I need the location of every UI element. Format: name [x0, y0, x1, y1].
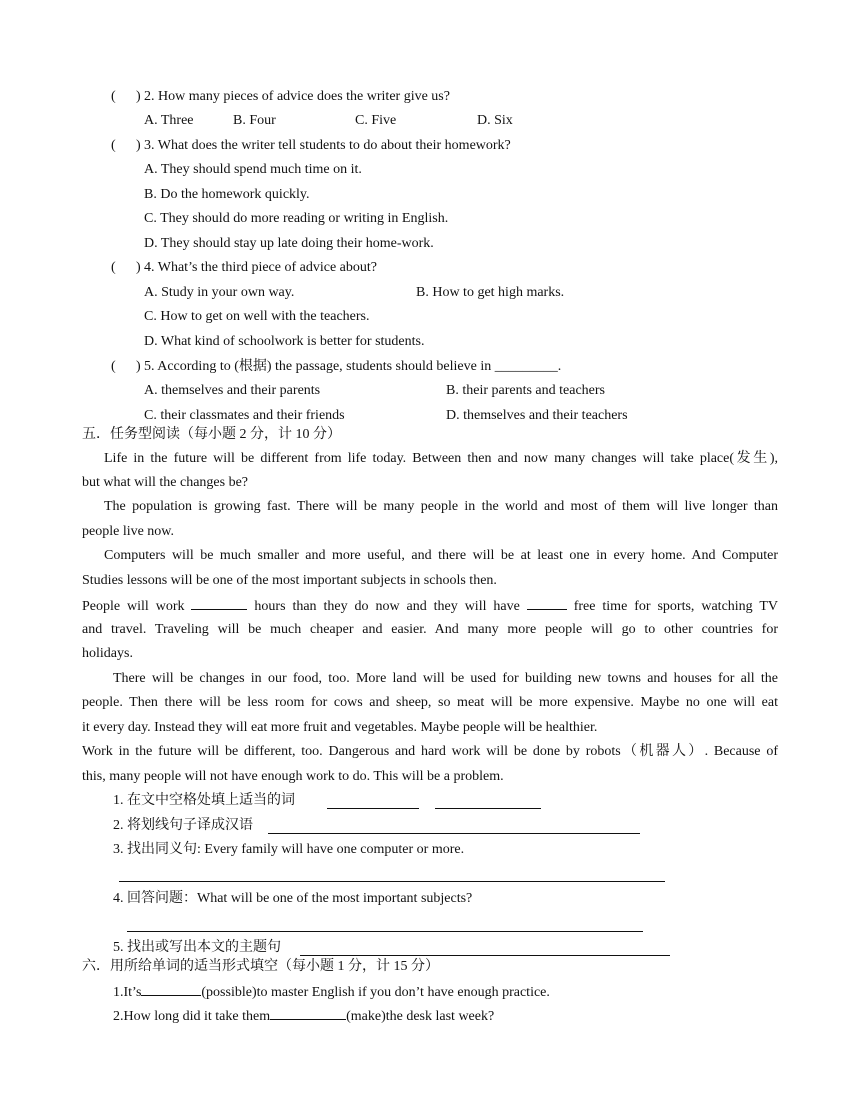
section-6-item-1: [113, 982, 550, 1002]
passage-text: hours than they do now and they will have: [254, 599, 520, 614]
section-6-item-2: [113, 1006, 494, 1026]
q5-option-c: C. their classmates and their friends: [144, 408, 345, 423]
task-5: 5. 找出或写出本文的主题句: [113, 940, 281, 955]
task-4-answer-line[interactable]: [127, 931, 643, 932]
q2-option-a: A. Three: [144, 113, 194, 128]
answer-paren-close: ): [136, 138, 141, 153]
passage-line: Studies lessons will be one of the most important subjects in schools then.: [82, 573, 497, 588]
q2-option-b: B. Four: [233, 113, 276, 128]
passage-line: this, many people will not have enough work to do. This will be a problem.: [82, 769, 504, 784]
passage-line: Work in the future will be different, too. Dangerous and hard work will be done by robots（机器人）. Because of: [82, 744, 778, 759]
q5-option-b: B. their parents and teachers: [446, 383, 605, 398]
item-text: 1.It’s: [113, 985, 142, 1000]
passage-line: holidays.: [82, 646, 133, 661]
task-5-answer-line[interactable]: [300, 955, 670, 956]
item-2-blank[interactable]: [270, 1006, 346, 1020]
answer-paren-open: (: [111, 138, 116, 153]
question-5-stem: 5. According to (根据) the passage, students should believe in _________.: [144, 359, 562, 374]
passage-line: people. Then there will be less room for cows and sheep, so meat will be more expensive. Maybe no one will eat: [82, 695, 778, 710]
answer-paren-open: (: [111, 359, 116, 374]
section-6-heading: 六．用所给单词的适当形式填空（每小题 1 分，计 15 分）: [82, 959, 439, 974]
passage-line-with-blanks: [82, 596, 778, 616]
passage-line: Computers will be much smaller and more useful, and there will be at least one in every home. And Computer: [104, 548, 778, 563]
question-2-stem: 2. How many pieces of advice does the writer give us?: [144, 89, 450, 104]
q4-option-c: C. How to get on well with the teachers.: [144, 309, 370, 324]
passage-line: There will be changes in our food, too. More land will be used for building new towns and houses for all the: [113, 671, 778, 686]
q5-option-a: A. themselves and their parents: [144, 383, 321, 398]
q4-option-a: A. Study in your own way.: [144, 285, 295, 300]
answer-paren-close: ): [136, 260, 141, 275]
passage-text: People will work: [82, 599, 185, 614]
q4-option-d: D. What kind of schoolwork is better for students.: [144, 334, 425, 349]
passage-line: Life in the future will be different from life today. Between then and now many changes will take place(发生),: [104, 451, 778, 466]
section-5-heading: 五．任务型阅读（每小题 2 分，计 10 分）: [82, 427, 341, 442]
answer-paren-close: ): [136, 89, 141, 104]
passage-line: it every day. Instead they will eat more fruit and vegetables. Maybe people will be healthier.: [82, 720, 598, 735]
q3-option-a: A. They should spend much time on it.: [144, 162, 362, 177]
q3-option-d: D. They should stay up late doing their home-work.: [144, 236, 434, 251]
passage-line: The population is growing fast. There will be many people in the world and most of them will live longer than: [104, 499, 778, 514]
q5-option-d: D. themselves and their teachers: [446, 408, 628, 423]
task-1-answer-line-a[interactable]: [327, 808, 419, 809]
q3-option-b: B. Do the homework quickly.: [144, 187, 310, 202]
item-text: 2.How long did it take them: [113, 1009, 271, 1024]
task-3: 3. 找出同义句: Every family will have one computer or more.: [113, 842, 465, 857]
task-3-answer-line[interactable]: [119, 881, 665, 882]
passage-line: people live now.: [82, 524, 175, 539]
item-text: (possible)to master English if you don’t have enough practice.: [201, 985, 550, 1000]
fill-blank-2[interactable]: [527, 596, 567, 610]
q2-option-c: C. Five: [355, 113, 397, 128]
q3-option-c: C. They should do more reading or writing in English.: [144, 211, 449, 226]
answer-paren-close: ): [136, 359, 141, 374]
answer-paren-open: (: [111, 260, 116, 275]
task-1: 1. 在文中空格处填上适当的词: [113, 793, 295, 808]
question-3-stem: 3. What does the writer tell students to do about their homework?: [144, 138, 511, 153]
task-2: 2. 将划线句子译成汉语: [113, 818, 253, 833]
passage-text: free time for sports, watching TV: [573, 599, 779, 614]
fill-blank-1[interactable]: [191, 596, 247, 610]
answer-paren-open: (: [111, 89, 116, 104]
item-text: (make)the desk last week?: [346, 1009, 495, 1024]
q4-option-b: B. How to get high marks.: [416, 285, 565, 300]
task-1-answer-line-b[interactable]: [435, 808, 541, 809]
task-2-answer-line[interactable]: [268, 833, 640, 834]
task-4: 4. 回答问题：What will be one of the most important subjects?: [113, 891, 473, 906]
passage-line: but what will the changes be?: [82, 475, 249, 490]
q2-option-d: D. Six: [477, 113, 513, 128]
passage-line: and travel. Traveling will be much cheaper and easier. And many more people will go to other countries for: [82, 622, 778, 637]
question-4-stem: 4. What’s the third piece of advice about?: [144, 260, 377, 275]
item-1-blank[interactable]: [141, 982, 201, 996]
